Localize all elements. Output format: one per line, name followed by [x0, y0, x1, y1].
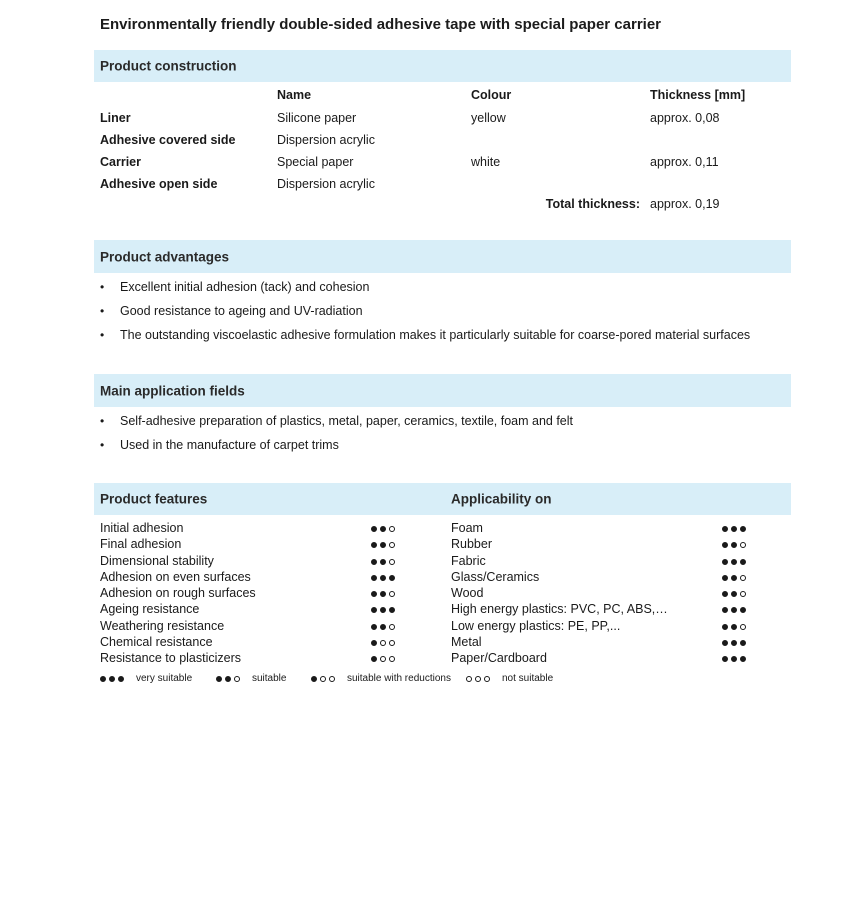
list-item: • Used in the manufacture of carpet trims [100, 437, 573, 461]
filled-dot-icon [371, 559, 377, 565]
empty-dot-icon [740, 542, 746, 548]
filled-dot-icon [371, 575, 377, 581]
applicability-item-label: Metal [451, 634, 482, 649]
row-name-carrier: Special paper [277, 155, 354, 169]
filled-dot-icon [740, 559, 746, 565]
filled-dot-icon [380, 607, 386, 613]
empty-dot-icon [389, 656, 395, 662]
features-item-label: Ageing resistance [100, 602, 200, 617]
empty-dot-icon [389, 591, 395, 597]
filled-dot-icon [380, 591, 386, 597]
applicability-item-label: Low energy plastics: PE, PP,... [451, 618, 621, 633]
features-item-label: Initial adhesion [100, 521, 184, 535]
row-colour-carrier: white [471, 155, 501, 169]
row-label-carrier: Carrier [100, 155, 141, 169]
empty-dot-icon [389, 559, 395, 565]
row-colour-liner: yellow [471, 111, 506, 125]
rating-dots [722, 640, 746, 646]
applicability-item-label: Fabric [451, 553, 486, 568]
empty-dot-icon [320, 676, 326, 682]
rating-dots [371, 624, 395, 630]
rating-dots [371, 559, 395, 565]
features-item-label: Weathering resistance [100, 618, 225, 633]
applicability-item-label: Glass/Ceramics [451, 569, 540, 584]
filled-dot-icon [740, 640, 746, 646]
rating-dots [371, 656, 395, 662]
filled-dot-icon [722, 526, 728, 532]
applications-header-band [94, 374, 791, 407]
legend-label: very suitable [136, 673, 193, 684]
filled-dot-icon [380, 542, 386, 548]
rating-dots [722, 575, 746, 581]
empty-dot-icon [389, 542, 395, 548]
applicability-item-label: Paper/Cardboard [451, 651, 547, 665]
filled-dot-icon [722, 542, 728, 548]
column-header-name: Name [277, 88, 312, 102]
features-item-label: Adhesion on even surfaces [100, 569, 251, 584]
filled-dot-icon [731, 640, 737, 646]
applicability-item-label: High energy plastics: PVC, PC, ABS,… [451, 602, 668, 617]
total-thickness-label: Total thickness: [545, 197, 640, 211]
applications-list [100, 413, 573, 461]
advantages-list [100, 279, 750, 351]
list-item: • Good resistance to ageing and UV-radiation [100, 303, 750, 327]
empty-dot-icon [389, 526, 395, 532]
filled-dot-icon [380, 526, 386, 532]
features-item-label: Dimensional stability [100, 553, 214, 568]
applications-heading: Main application fields [100, 383, 245, 398]
filled-dot-icon [740, 607, 746, 613]
rating-dots [371, 640, 395, 646]
empty-dot-icon [234, 676, 240, 682]
filled-dot-icon [731, 526, 737, 532]
filled-dot-icon [731, 607, 737, 613]
rating-dots [216, 676, 240, 682]
empty-dot-icon [380, 640, 386, 646]
row-thickness-carrier: approx. 0,11 [650, 155, 719, 169]
rating-dots [722, 607, 746, 613]
rating-dots [371, 526, 395, 532]
applicability-item-label: Wood [451, 586, 484, 600]
filled-dot-icon [118, 676, 124, 682]
rating-dots [371, 591, 395, 597]
filled-dot-icon [371, 640, 377, 646]
empty-dot-icon [484, 676, 490, 682]
filled-dot-icon [731, 624, 737, 630]
filled-dot-icon [216, 676, 222, 682]
rating-dots [722, 559, 746, 565]
row-thickness-liner: approx. 0,08 [650, 111, 720, 125]
filled-dot-icon [380, 575, 386, 581]
features-item-label: Resistance to plasticizers [100, 651, 242, 665]
rating-dots [722, 542, 746, 548]
filled-dot-icon [371, 542, 377, 548]
rating-dots [722, 591, 746, 597]
filled-dot-icon [380, 559, 386, 565]
filled-dot-icon [722, 656, 728, 662]
row-label-adhesive-open: Adhesive open side [100, 177, 218, 191]
applicability-heading: Applicability on [451, 491, 552, 507]
rating-dots [722, 656, 746, 662]
filled-dot-icon [722, 575, 728, 581]
applicability-item-label: Rubber [451, 537, 492, 552]
filled-dot-icon [371, 591, 377, 597]
filled-dot-icon [722, 591, 728, 597]
filled-dot-icon [731, 591, 737, 597]
filled-dot-icon [311, 676, 317, 682]
features-item-label: Chemical resistance [100, 634, 213, 649]
filled-dot-icon [225, 676, 231, 682]
row-label-adhesive-covered: Adhesive covered side [100, 133, 236, 147]
rating-dots [371, 607, 395, 613]
row-name-liner: Silicone paper [277, 111, 357, 125]
construction-table [94, 82, 791, 216]
rating-dots [371, 542, 395, 548]
filled-dot-icon [389, 575, 395, 581]
page-title: Environmentally friendly double-sided adhesive tape with special paper carrier [100, 16, 662, 33]
rating-dots [311, 676, 335, 682]
rating-dots [466, 676, 490, 682]
legend-label: not suitable [502, 673, 554, 684]
filled-dot-icon [109, 676, 115, 682]
empty-dot-icon [740, 624, 746, 630]
construction-heading: Product construction [100, 58, 237, 74]
filled-dot-icon [731, 575, 737, 581]
filled-dot-icon [371, 624, 377, 630]
empty-dot-icon [329, 676, 335, 682]
list-item: • Self-adhesive preparation of plastics, metal, paper, ceramics, textile, foam and felt [100, 413, 573, 437]
legend-label: suitable with reductions [347, 673, 451, 684]
filled-dot-icon [389, 607, 395, 613]
filled-dot-icon [722, 607, 728, 613]
filled-dot-icon [722, 640, 728, 646]
filled-dot-icon [371, 607, 377, 613]
empty-dot-icon [740, 575, 746, 581]
empty-dot-icon [475, 676, 481, 682]
filled-dot-icon [740, 656, 746, 662]
legend-label: suitable [252, 673, 287, 684]
filled-dot-icon [731, 542, 737, 548]
filled-dot-icon [371, 656, 377, 662]
filled-dot-icon [731, 656, 737, 662]
filled-dot-icon [740, 526, 746, 532]
total-thickness-value: approx. 0,19 [650, 197, 720, 211]
features-heading: Product features [100, 491, 208, 507]
filled-dot-icon [722, 559, 728, 565]
filled-dot-icon [722, 624, 728, 630]
rating-dots [722, 624, 746, 630]
empty-dot-icon [740, 591, 746, 597]
column-header-colour: Colour [471, 88, 512, 102]
advantages-heading: Product advantages [100, 249, 230, 264]
rating-dots [371, 575, 395, 581]
empty-dot-icon [466, 676, 472, 682]
features-item-label: Final adhesion [100, 537, 182, 552]
filled-dot-icon [731, 559, 737, 565]
filled-dot-icon [380, 624, 386, 630]
row-label-liner: Liner [100, 111, 131, 125]
rating-dots [100, 676, 124, 682]
empty-dot-icon [380, 656, 386, 662]
list-item: • Excellent initial adhesion (tack) and cohesion [100, 279, 750, 303]
row-name-adhesive-covered: Dispersion acrylic [277, 133, 375, 147]
filled-dot-icon [371, 526, 377, 532]
column-header-thickness: Thickness [mm] [650, 88, 746, 102]
construction-header-band [94, 50, 791, 82]
filled-dot-icon [100, 676, 106, 682]
features-header-band [94, 483, 791, 515]
list-item: • The outstanding viscoelastic adhesive formulation makes it particularly suitable for coarse-pored material surfaces [100, 327, 750, 351]
empty-dot-icon [389, 624, 395, 630]
empty-dot-icon [389, 640, 395, 646]
features-item-label: Adhesion on rough surfaces [100, 586, 256, 600]
applicability-item-label: Foam [451, 521, 483, 535]
advantages-header-band [94, 240, 791, 273]
row-name-adhesive-open: Dispersion acrylic [277, 177, 375, 191]
rating-dots [722, 526, 746, 532]
